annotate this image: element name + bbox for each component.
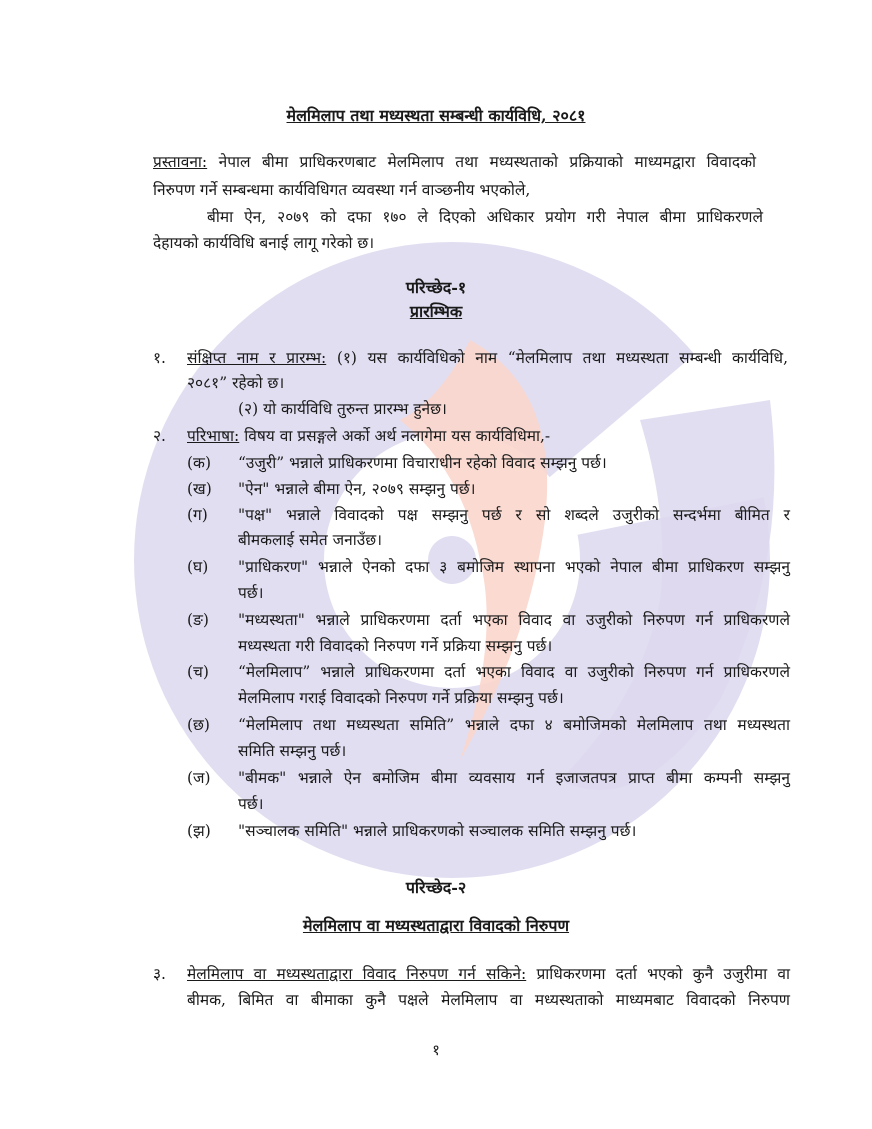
section-3-number: ३. [153, 965, 166, 983]
clause-line-1: “उजुरी” भन्नाले प्राधिकरणमा विचाराधीन रहेको विवाद सम्झनु पर्छ। [238, 454, 607, 472]
clause-line-1: "मध्यस्थता" भन्नाले प्राधिकरणमा दर्ता भएका विवाद वा उजुरीको निरुपण गर्न प्राधिकरणले [238, 611, 790, 629]
preamble-line-4: देहायको कार्यविधि बनाई लागू गरेको छ। [153, 234, 375, 252]
section-1-line-2: २०८१” रहेको छ। [187, 374, 285, 392]
clause-line-2: बीमकलाई समेत जनाउँछ। [238, 531, 382, 549]
clause-label: (घ) [187, 558, 209, 576]
clause-line-2: मेलमिलाप गराई विवादको निरुपण गर्ने प्रक्रिया सम्झनु पर्छ। [238, 689, 564, 707]
chapter-2-number: परिच्छेद-२ [405, 878, 467, 897]
clause-label: (ज) [187, 769, 211, 787]
section-3-heading: मेलमिलाप वा मध्यस्थताद्वारा विवाद निरुपण गर्न सकिने: [187, 965, 527, 983]
section-3-text-1: प्राधिकरणमा दर्ता भएको कुनै उजुरीमा वा [536, 965, 790, 983]
preamble-line-3: बीमा ऐन, २०७९ को दफा १७० ले दिएको अधिकार प्रयोग गरी नेपाल बीमा प्राधिकरणले [207, 208, 763, 226]
clause-line-1: "प्राधिकरण" भन्नाले ऐनको दफा ३ बमोजिम स्थापना भएको नेपाल बीमा प्राधिकरण सम्झनु [238, 558, 790, 576]
section-1-text-1: (१) यस कार्यविधिको नाम “मेलमिलाप तथा मध्यस्थता सम्बन्धी कार्यविधि, [336, 349, 788, 367]
clause-line-1: "सञ्चालक समिति" भन्नाले प्राधिकरणको सञ्चालक समिति सम्झनु पर्छ। [238, 822, 637, 840]
document-title: मेलमिलाप तथा मध्यस्थता सम्बन्धी कार्यविधि, २०८१ [286, 106, 586, 125]
section-1-line-1 [187, 346, 788, 368]
clause-line-2: मध्यस्थता गरी विवादको निरुपण गर्ने प्रक्रिया सम्झनु पर्छ। [238, 637, 553, 655]
section-2-number: २. [153, 427, 166, 445]
section-2-intro-line [187, 424, 550, 446]
section-3-line-2: बीमक, बिमित वा बीमाका कुनै पक्षले मेलमिलाप वा मध्यस्थताको माध्यमबाट विवादको निरुपण [187, 991, 790, 1009]
section-2-intro: विषय वा प्रसङ्गले अर्को अर्थ नलागेमा यस कार्यविधिमा,- [244, 427, 551, 445]
clause-line-2: पर्छ। [238, 584, 264, 602]
clause-label: (ख) [187, 480, 212, 498]
clause-label: (क) [187, 454, 211, 472]
clause-line-1: “मेलमिलाप” भन्नाले प्राधिकरणमा दर्ता भएका विवाद वा उजुरीको निरुपण गर्न प्राधिकरणले [238, 663, 790, 681]
clause-line-1: “मेलमिलाप तथा मध्यस्थता समिति” भन्नाले दफा ४ बमोजिमको मेलमिलाप तथा मध्यस्थता [238, 716, 790, 734]
section-1-line-3: (२) यो कार्यविधि तुरुन्त प्रारम्भ हुनेछ। [238, 400, 447, 418]
preamble-text-1: नेपाल बीमा प्राधिकरणबाट मेलमिलाप तथा मध्यस्थताको प्रक्रियाको माध्यमद्वारा विवादको [218, 153, 756, 171]
clause-label: (ङ) [187, 611, 209, 629]
clause-line-2: समिति सम्झनु पर्छ। [238, 742, 347, 760]
section-3-line-1 [187, 962, 790, 984]
chapter-1-title: प्रारम्भिक [409, 302, 463, 321]
clause-line-1: "ऐन" भन्नाले बीमा ऐन, २०७९ सम्झनु पर्छ। [238, 480, 476, 498]
preamble-label: प्रस्तावना: [153, 153, 208, 171]
clause-label: (ग) [187, 506, 208, 524]
preamble-line-2: निरुपण गर्ने सम्बन्धमा कार्यविधिगत व्यवस्था गर्न वाञ्छनीय भएकोले, [153, 181, 531, 199]
clause-label: (झ) [187, 822, 211, 840]
preamble-line-1 [153, 150, 756, 172]
page-number: १ [432, 1041, 440, 1059]
clause-line-1: "बीमक" भन्नाले ऐन बमोजिम बीमा व्यवसाय गर्न इजाजतपत्र प्राप्त बीमा कम्पनी सम्झनु [238, 769, 790, 787]
clause-label: (छ) [187, 716, 210, 734]
section-1-heading: संक्षिप्त नाम र प्रारम्भ: [187, 349, 327, 367]
clause-line-1: "पक्ष" भन्नाले विवादको पक्ष सम्झनु पर्छ र सो शब्दले उजुरीको सन्दर्भमा बीमित र [238, 506, 790, 524]
clause-label: (च) [187, 663, 209, 681]
chapter-2-title: मेलमिलाप वा मध्यस्थताद्वारा विवादको निरुपण [302, 916, 570, 935]
clause-line-2: पर्छ। [238, 795, 264, 813]
section-2-heading: परिभाषा: [187, 427, 240, 445]
chapter-1-number: परिच्छेद-१ [405, 278, 467, 297]
section-1-number: १. [153, 349, 166, 367]
